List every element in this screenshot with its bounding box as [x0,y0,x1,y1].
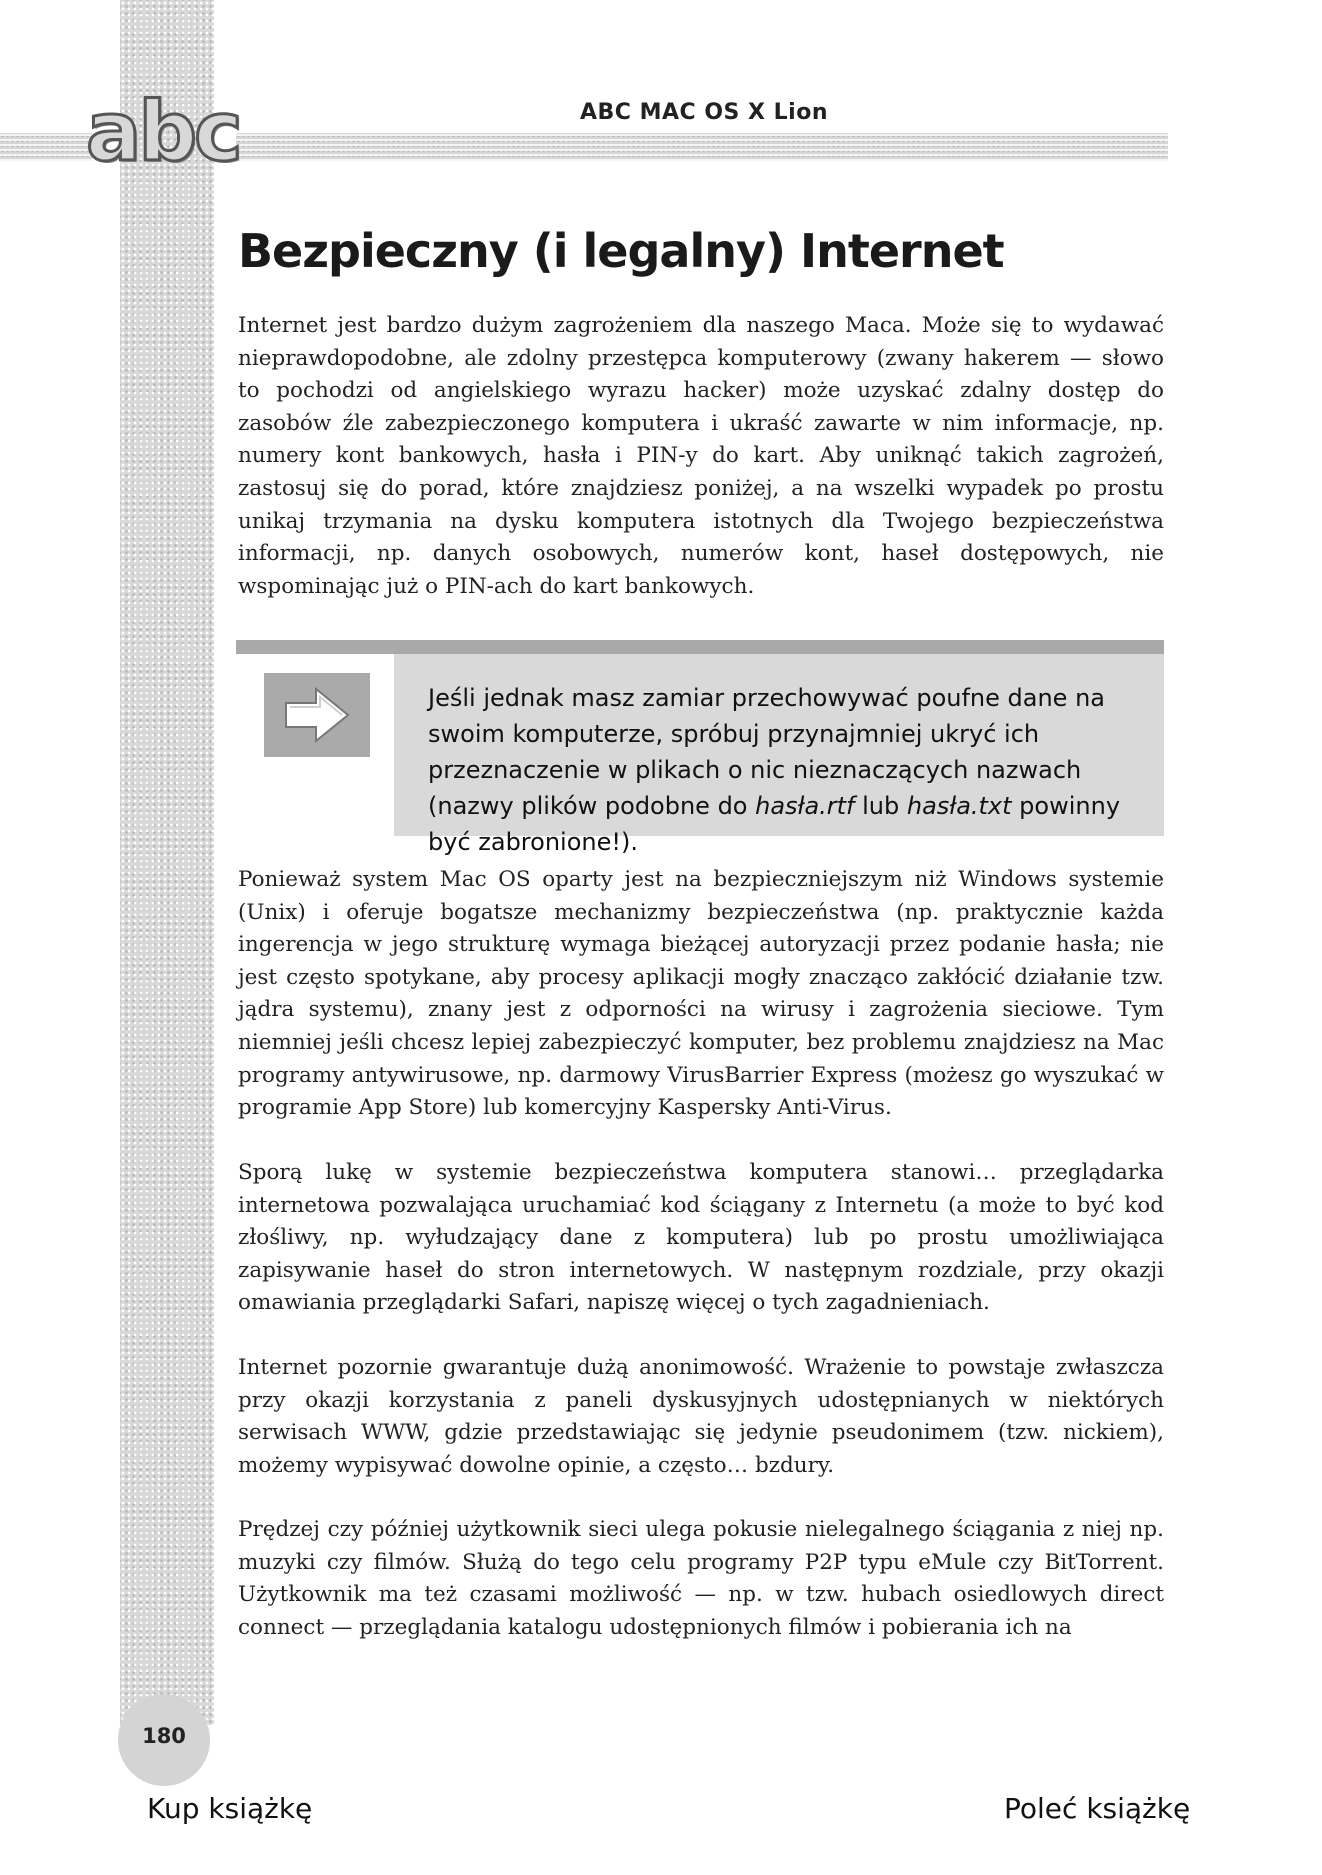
page-number: 180 [142,1724,186,1748]
paragraph-anonymity: Internet pozornie gwarantuje dużą anonimowość. Wrażenie to powstaje zwłaszcza przy okazji korzystania z paneli dyskusyjnych udostępnianych w niektórych serwisach WWW, gdzie przedstawiając się jedynie pseudonimem (tzw. nickiem), możemy wypisywać dowolne opinie, a często… bzdury. [238,1355,1164,1478]
paragraph-intro: Internet jest bardzo dużym zagrożeniem dla naszego Maca. Może się to wydawać nieprawdopodobne, ale zdolny przestępca komputerowy (zwany hakerem — słowo to pochodzi od angielskiego wyrazu hacker) może uzyskać zdalny dostęp do zasobów źle zabezpieczonego komputera i ukraść zawarte w nim informacje, np. numery kont bankowych, hasła i PIN-y do kart. Aby uniknąć takich zagrożeń, zastosuj się do porad, które znajdziesz poniżej, a na wszelki wypadek po prostu unikaj trzymania na dysku komputera istotnych dla Twojego bezpieczeństwa informacji, np. danych osobowych, numerów kont, haseł dostępowych, nie wspominając już o PIN-ach do kart bankowych. [238,313,1164,599]
paragraph-p2p: Prędzej czy później użytkownik sieci ulega pokusie nielegalnego ściągania z niej np. muzyki czy filmów. Służą do tego celu programy P2P typu eMule czy BitTorrent. Użytkownik ma też czasami możliwość — np. w tzw. hubach osiedlowych direct connect — przeglądania katalogu udostępnionych filmów i pobierania ich na [238,1517,1164,1640]
note-text-mid: lub [854,792,907,820]
note-text-after: powinny być zabronione!). [428,792,1121,856]
recommend-book-link[interactable]: Poleć książkę [1004,1792,1191,1825]
note-top-bar [236,640,1164,654]
buy-book-link[interactable]: Kup książkę [147,1792,313,1825]
decorative-side-band [120,0,214,1725]
paragraph-browser: Sporą lukę w systemie bezpieczeństwa komputera stanowi… przeglądarka internetowa pozwalająca uruchamiać kod ściągany z Internetu (a może to być kod złośliwy, np. wyłudzający dane z komputera) lub po prostu umożliwiająca zapisywanie haseł do stron internetowych. W następnym rozdziale, przy okazji omawiania przeglądarki Safari, napiszę więcej o tych zagadnieniach. [238,1160,1164,1316]
note-filename-rtf: hasła.rtf [755,792,855,820]
header-rule-right [236,133,1168,161]
header-rule-left [0,133,92,161]
section-title: Bezpieczny (i legalny) Internet [238,224,1004,278]
note-text-before: Jeśli jednak masz zamiar przechowywać poufne dane na swoim komputerze, spróbuj przynajmniej ukryć ich przeznaczenie w plikach o nic nieznaczących nazwach (nazwy plików podobne do [428,684,1105,820]
paragraph-macos-security: Ponieważ system Mac OS oparty jest na bezpieczniejszym niż Windows systemie (Unix) i oferuje bogatsze mechanizmy bezpieczeństwa (np. praktycznie każda ingerencja w jego strukturę wymaga bieżącej autoryzacji przez podanie hasła; nie jest często spotykane, aby procesy aplikacji mogły znacząco zakłócić działanie tzw. jądra systemu), znany jest z odporności na wirusy i zagrożenia sieciowe. Tym niemniej jeśli chcesz lepiej zabezpieczyć komputer, bez problemu znajdziesz na Mac programy antywirusowe, np. darmowy VirusBarrier Express (możesz go wyszukać w programie App Store) lub komercyjny Kaspersky Anti-Virus. [238,867,1164,1121]
note-filename-txt: hasła.txt [906,792,1012,820]
note-text [428,680,1158,860]
abc-logo: abc [86,85,240,180]
book-title: ABC MAC OS X Lion [580,100,828,125]
arrow-right-icon [264,673,370,757]
